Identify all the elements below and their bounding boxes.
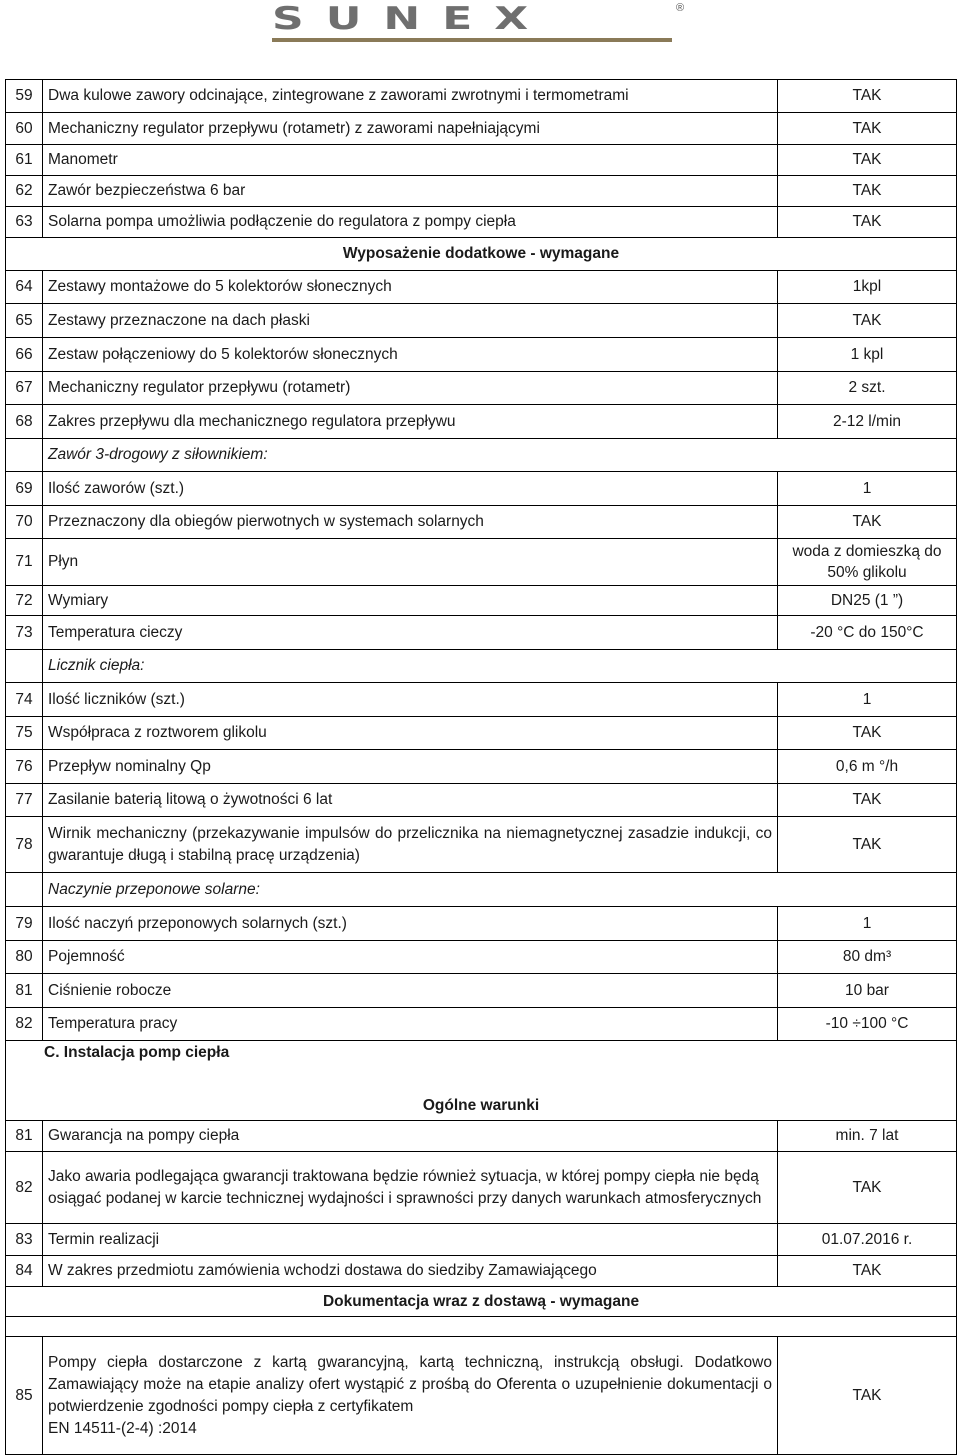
row-number-empty <box>6 650 43 683</box>
subsection-title-expansion-vessel: Naczynie przeponowe solarne: <box>43 873 957 907</box>
section-title-extra-equipment: Wyposażenie dodatkowe - wymagane <box>6 238 957 271</box>
row-number: 75 <box>6 717 43 750</box>
row-value: 80 dm³ <box>778 941 957 974</box>
row-number: 66 <box>6 338 43 372</box>
row-description: Jako awaria podlegająca gwarancji traktowana będzie również sytuacja, w której pompy ciepła nie będą osiągać podanej w karcie technicznej wydajności i sprawności przy danych warunkach atmosferycznych <box>43 1152 778 1224</box>
table-row <box>6 1337 957 1455</box>
row-description: Przeznaczony dla obiegów pierwotnych w systemach solarnych <box>43 506 778 539</box>
row-description: Zasilanie baterią litową o żywotności 6 lat <box>43 784 778 817</box>
empty-cell <box>6 1317 957 1337</box>
row-value: TAK <box>778 207 957 238</box>
section-title-general-conditions: Ogólne warunki <box>6 1069 957 1121</box>
subsection-title-valve: Zawór 3-drogowy z siłownikiem: <box>43 439 957 472</box>
row-number-empty <box>6 873 43 907</box>
row-number: 83 <box>6 1224 43 1256</box>
row-number: 78 <box>6 817 43 873</box>
row-number: 84 <box>6 1256 43 1287</box>
row-description: Wymiary <box>43 586 778 616</box>
row-value: TAK <box>778 176 957 207</box>
row-description: Ilość naczyń przeponowych solarnych (szt.) <box>43 907 778 941</box>
subsection-title-heat-meter: Licznik ciepła: <box>43 650 957 683</box>
row-number: 68 <box>6 405 43 439</box>
table-row <box>6 113 957 145</box>
spacer-row <box>6 1317 957 1337</box>
table-row <box>6 506 957 539</box>
row-value: TAK <box>778 1337 957 1455</box>
row-number: 59 <box>6 80 43 113</box>
row-number: 71 <box>6 539 43 586</box>
row-description: Dwa kulowe zawory odcinające, zintegrowane z zaworami zwrotnymi i termometrami <box>43 80 778 113</box>
row-value: 1 <box>778 907 957 941</box>
table-row <box>6 304 957 338</box>
row-value: min. 7 lat <box>778 1121 957 1152</box>
row-value: TAK <box>778 506 957 539</box>
row-value: 0,6 m °/h <box>778 750 957 784</box>
row-number: 73 <box>6 616 43 650</box>
row-number: 65 <box>6 304 43 338</box>
table-row <box>6 176 957 207</box>
row-value: TAK <box>778 145 957 176</box>
table-row <box>6 1152 957 1224</box>
row-description: Współpraca z roztworem glikolu <box>43 717 778 750</box>
row-description: Ciśnienie robocze <box>43 974 778 1008</box>
specification-table <box>5 79 957 1455</box>
row-value: 10 bar <box>778 974 957 1008</box>
table-row <box>6 907 957 941</box>
row-description <box>43 1337 778 1455</box>
section-header-row <box>6 1287 957 1317</box>
row-number: 81 <box>6 1121 43 1152</box>
table-row <box>6 750 957 784</box>
row-description: Zawór bezpieczeństwa 6 bar <box>43 176 778 207</box>
row-number: 61 <box>6 145 43 176</box>
row-description: Gwarancja na pompy ciepła <box>43 1121 778 1152</box>
subsection-row <box>6 439 957 472</box>
row-value: 1 kpl <box>778 338 957 372</box>
row-description: Mechaniczny regulator przepływu (rotametr) z zaworami napełniającymi <box>43 113 778 145</box>
row-number: 85 <box>6 1337 43 1455</box>
row-description: Wirnik mechaniczny (przekazywanie impulsów do przelicznika na niemagnetycznej zasadzie indukcji, co gwarantuje długą i stabilną pracę urządzenia) <box>43 817 778 873</box>
row-description: Zestaw połączeniowy do 5 kolektorów słonecznych <box>43 338 778 372</box>
table-row <box>6 338 957 372</box>
row-number: 74 <box>6 683 43 717</box>
row-number: 82 <box>6 1008 43 1041</box>
section-header-row <box>6 238 957 271</box>
table-row <box>6 941 957 974</box>
row-value: TAK <box>778 817 957 873</box>
row-number: 60 <box>6 113 43 145</box>
row-number: 79 <box>6 907 43 941</box>
logo-underline <box>272 38 672 42</box>
row-description: Manometr <box>43 145 778 176</box>
table-row <box>6 717 957 750</box>
row-description: Zakres przepływu dla mechanicznego regulatora przepływu <box>43 405 778 439</box>
row-value: 1 <box>778 472 957 506</box>
table-row <box>6 1008 957 1041</box>
table-row <box>6 616 957 650</box>
row-number: 80 <box>6 941 43 974</box>
table-row <box>6 1256 957 1287</box>
row-value: DN25 (1 ”) <box>778 586 957 616</box>
row-value: TAK <box>778 304 957 338</box>
row-value: TAK <box>778 717 957 750</box>
table-row <box>6 683 957 717</box>
row-number: 77 <box>6 784 43 817</box>
row-description: Temperatura cieczy <box>43 616 778 650</box>
row-value: 2-12 l/min <box>778 405 957 439</box>
registered-mark: ® <box>676 2 685 14</box>
row-value: TAK <box>778 80 957 113</box>
row-description: Solarna pompa umożliwia podłączenie do regulatora z pompy ciepła <box>43 207 778 238</box>
row-description: Zestawy montażowe do 5 kolektorów słonecznych <box>43 271 778 304</box>
row-value: TAK <box>778 113 957 145</box>
subsection-row <box>6 650 957 683</box>
row-value: -10 ÷100 °C <box>778 1008 957 1041</box>
row-description: Temperatura pracy <box>43 1008 778 1041</box>
row-description: Ilość liczników (szt.) <box>43 683 778 717</box>
row-number: 82 <box>6 1152 43 1224</box>
table-row <box>6 271 957 304</box>
table-row <box>6 472 957 506</box>
row-description-standard: EN 14511-(2-4) :2014 <box>48 1419 197 1437</box>
row-description: Ilość zaworów (szt.) <box>43 472 778 506</box>
row-value: 1kpl <box>778 271 957 304</box>
table-row <box>6 784 957 817</box>
table-row <box>6 80 957 113</box>
row-number: 76 <box>6 750 43 784</box>
row-description: Mechaniczny regulator przepływu (rotametr) <box>43 372 778 405</box>
row-description: Zestawy przeznaczone na dach płaski <box>43 304 778 338</box>
table-row <box>6 1224 957 1256</box>
table-row <box>6 817 957 873</box>
row-value: TAK <box>778 1256 957 1287</box>
row-value: TAK <box>778 1152 957 1224</box>
table-row <box>6 586 957 616</box>
sunex-logo <box>272 1 692 44</box>
row-value: -20 °C do 150°C <box>778 616 957 650</box>
row-number: 70 <box>6 506 43 539</box>
row-value: 2 szt. <box>778 372 957 405</box>
row-value: 01.07.2016 r. <box>778 1224 957 1256</box>
logo-text: SUNEX <box>272 1 551 37</box>
table-row <box>6 974 957 1008</box>
row-number-empty <box>6 439 43 472</box>
row-value: woda z domieszką do 50% glikolu <box>778 539 957 586</box>
row-description: Przepływ nominalny Qp <box>43 750 778 784</box>
row-number: 63 <box>6 207 43 238</box>
row-description-text: Pompy ciepła dostarczone z kartą gwarancyjną, kartą techniczną, instrukcją obsługi. Dodatkowo Zamawiający może na etapie analizy ofert wystąpić z prośbą do Oferenta o uzupełnienie dokumentacji o potwierdzenie zgodności pompy ciepła z certyfikatem <box>48 1353 772 1415</box>
row-description: Pojemność <box>43 941 778 974</box>
row-number: 62 <box>6 176 43 207</box>
row-description: W zakres przedmiotu zamówienia wchodzi dostawa do siedziby Zamawiającego <box>43 1256 778 1287</box>
table-row <box>6 1121 957 1152</box>
section-title-heat-pumps: C. Instalacja pomp ciepła <box>6 1041 957 1069</box>
row-description: Termin realizacji <box>43 1224 778 1256</box>
table-row <box>6 539 957 586</box>
table-row <box>6 372 957 405</box>
row-value: 1 <box>778 683 957 717</box>
section-heading-row <box>6 1041 957 1069</box>
table-row <box>6 207 957 238</box>
row-number: 72 <box>6 586 43 616</box>
row-number: 69 <box>6 472 43 506</box>
row-number: 81 <box>6 974 43 1008</box>
section-title-documentation: Dokumentacja wraz z dostawą - wymagane <box>6 1287 957 1317</box>
row-description: Płyn <box>43 539 778 586</box>
subsection-row <box>6 873 957 907</box>
section-header-row <box>6 1069 957 1121</box>
table-row <box>6 405 957 439</box>
row-number: 67 <box>6 372 43 405</box>
row-number: 64 <box>6 271 43 304</box>
table-row <box>6 145 957 176</box>
row-value: TAK <box>778 784 957 817</box>
